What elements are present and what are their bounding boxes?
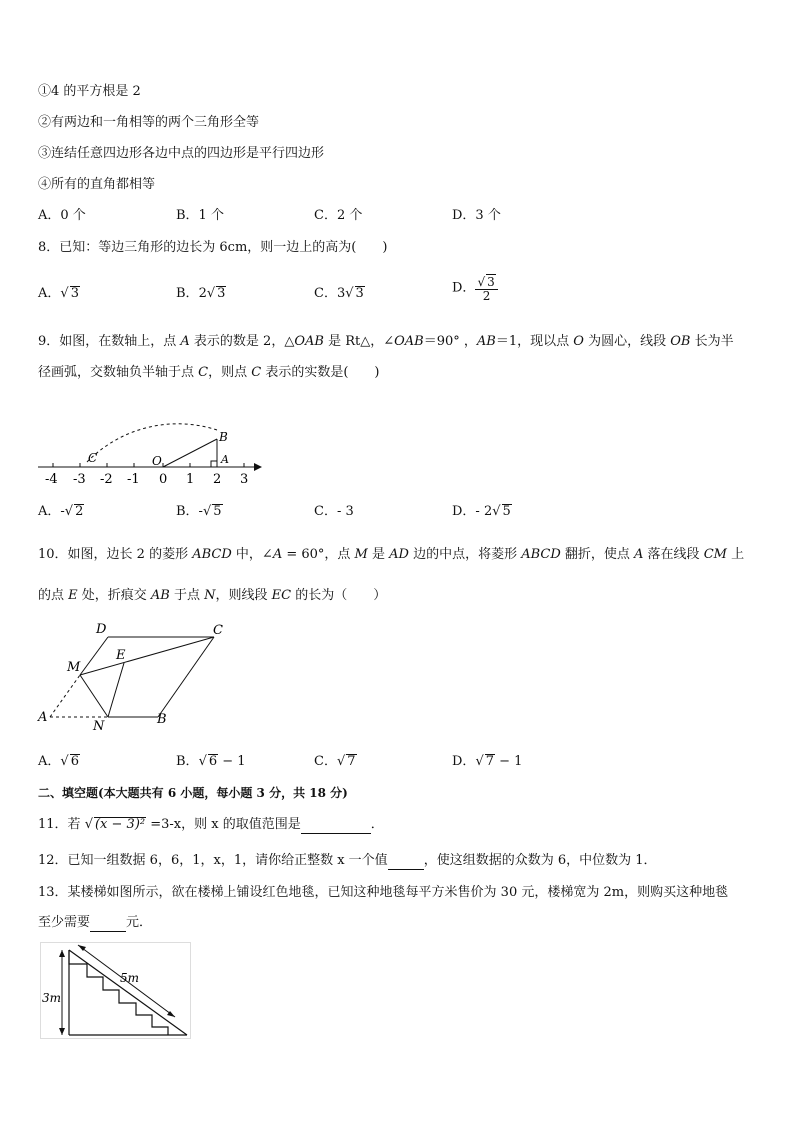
q8-option-a: A．√ 3 [38, 286, 79, 301]
q13-height-arrow-bottom [59, 1028, 65, 1035]
q9-label-A: A [221, 453, 229, 466]
q13-slant [69, 950, 187, 1035]
q10-label-E: E [116, 648, 126, 663]
q8-option-c: C．3√ 3 [314, 286, 364, 301]
q8-option-b: B．2√ 3 [176, 286, 226, 301]
q9-tick-label: 0 [159, 472, 168, 487]
q10-segment-AM [50, 675, 80, 717]
q13-stem-line2: 至少需要 元． [38, 915, 153, 930]
q12-answer-blank[interactable] [388, 855, 424, 870]
q10-stem-line1: 10．如图，边长 2 的菱形 ABCD 中，∠A = 60°，点 M 是 AD 边的中点，将菱形 ABCD 翻折，使点 A 落在线段 CM 上 [38, 547, 745, 562]
statement-4: ④所有的直角都相等 [38, 177, 156, 192]
statement-3: ③连结任意四边形各边中点的四边形是平行四边形 [38, 146, 325, 161]
q13-label-slant: 5m [120, 971, 140, 985]
q11-answer-blank[interactable] [301, 819, 371, 834]
q9-right-angle-mark [211, 461, 217, 467]
q7-option-c: C．2 个 [314, 208, 363, 223]
q10-label-M: M [67, 660, 81, 675]
q9-stem-line1: 9．如图，在数轴上，点 A 表示的数是 2，△OAB 是 Rt△，∠OAB＝90° ，AB＝1，现以点 O 为圆心，线段 OB 长为半 [38, 334, 734, 349]
q12-stem: 12．已知一组数据 6，6，1，x，1，请你给正整数 x 一个值 ，使这组数据的众数为 6，中位数为 1． [38, 853, 657, 868]
q7-option-b: B．1 个 [176, 208, 224, 223]
q10-label-D: D [96, 622, 107, 637]
q13-staircase-figure [40, 942, 192, 1040]
q9-tick-label: 2 [213, 472, 222, 487]
q10-segment-MD [80, 637, 108, 675]
q10-segment-MC [80, 637, 214, 675]
q10-label-C: C [213, 623, 223, 638]
q7-option-d: D．3 个 [452, 208, 501, 223]
q9-option-a: A．-√ 2 [38, 504, 84, 519]
section-2-heading: 二、填空题(本大题共有 6 小题，每小题 3 分，共 18 分) [38, 786, 348, 800]
q9-option-c: C．- 3 [314, 504, 354, 519]
q10-segment-NE [108, 663, 124, 717]
q9-number-line-figure [30, 385, 270, 490]
q9-label-O: O [152, 454, 162, 468]
statement-1: ①4 的平方根是 2 [38, 84, 141, 99]
q13-height-arrow-top [59, 950, 65, 957]
q9-tick-label: 3 [240, 472, 249, 487]
q13-label-height: 3m [42, 991, 62, 1005]
q10-label-A: A [38, 710, 48, 725]
q9-stem-line2: 径画弧，交数轴负半轴于点 C，则点 C 表示的实数是( ) [38, 365, 380, 380]
q9-label-C: C [88, 451, 98, 465]
q9-label-B: B [219, 430, 228, 444]
q13-steps [69, 950, 168, 1035]
q9-tick-label: -2 [100, 472, 113, 487]
q9-option-d: D．- 2√ 5 [452, 504, 511, 519]
q9-option-b: B．-√ 5 [176, 504, 222, 519]
q10-label-N: N [93, 719, 105, 734]
q9-tick-label: -4 [45, 472, 58, 487]
q10-option-c: C．√ 7 [314, 754, 356, 769]
q11-stem: 11．若 √ (x − 3)² =3-x，则 x 的取值范围是 ． [38, 817, 384, 832]
q7-option-a: A．0 个 [38, 208, 86, 223]
q10-label-B: B [157, 712, 167, 727]
q9-tick-label: -3 [73, 472, 86, 487]
statement-2: ②有两边和一角相等的两个三角形全等 [38, 115, 260, 130]
q9-tick-label: -1 [127, 472, 140, 487]
q9-segment-OB [163, 439, 217, 467]
q9-tick-label: 1 [186, 472, 195, 487]
q8-option-d: D． $\frac{√ 3}{2}$ [452, 274, 498, 314]
q8-stem: 8．已知：等边三角形的边长为 6cm，则一边上的高为( ) [38, 240, 388, 255]
q10-option-b: B．√ 6 − 1 [176, 754, 246, 769]
q9-axis-arrow [254, 463, 262, 471]
q13-stem-line1: 13．某楼梯如图所示，欲在楼梯上铺设红色地毯，已知这种地毯每平方米售价为 30 元，楼梯宽为 2m，则购买这种地毯 [38, 885, 729, 900]
q10-segment-MN [80, 675, 108, 717]
q10-option-a: A．√ 6 [38, 754, 79, 769]
q10-stem-line2: 的点 E 处，折痕交 AB 于点 N，则线段 EC 的长为（ ） [38, 588, 387, 603]
q10-option-d: D．√ 7 − 1 [452, 754, 523, 769]
q10-segment-CB [158, 637, 214, 717]
q10-rhombus-figure [30, 615, 240, 740]
q13-answer-blank[interactable] [90, 917, 126, 932]
